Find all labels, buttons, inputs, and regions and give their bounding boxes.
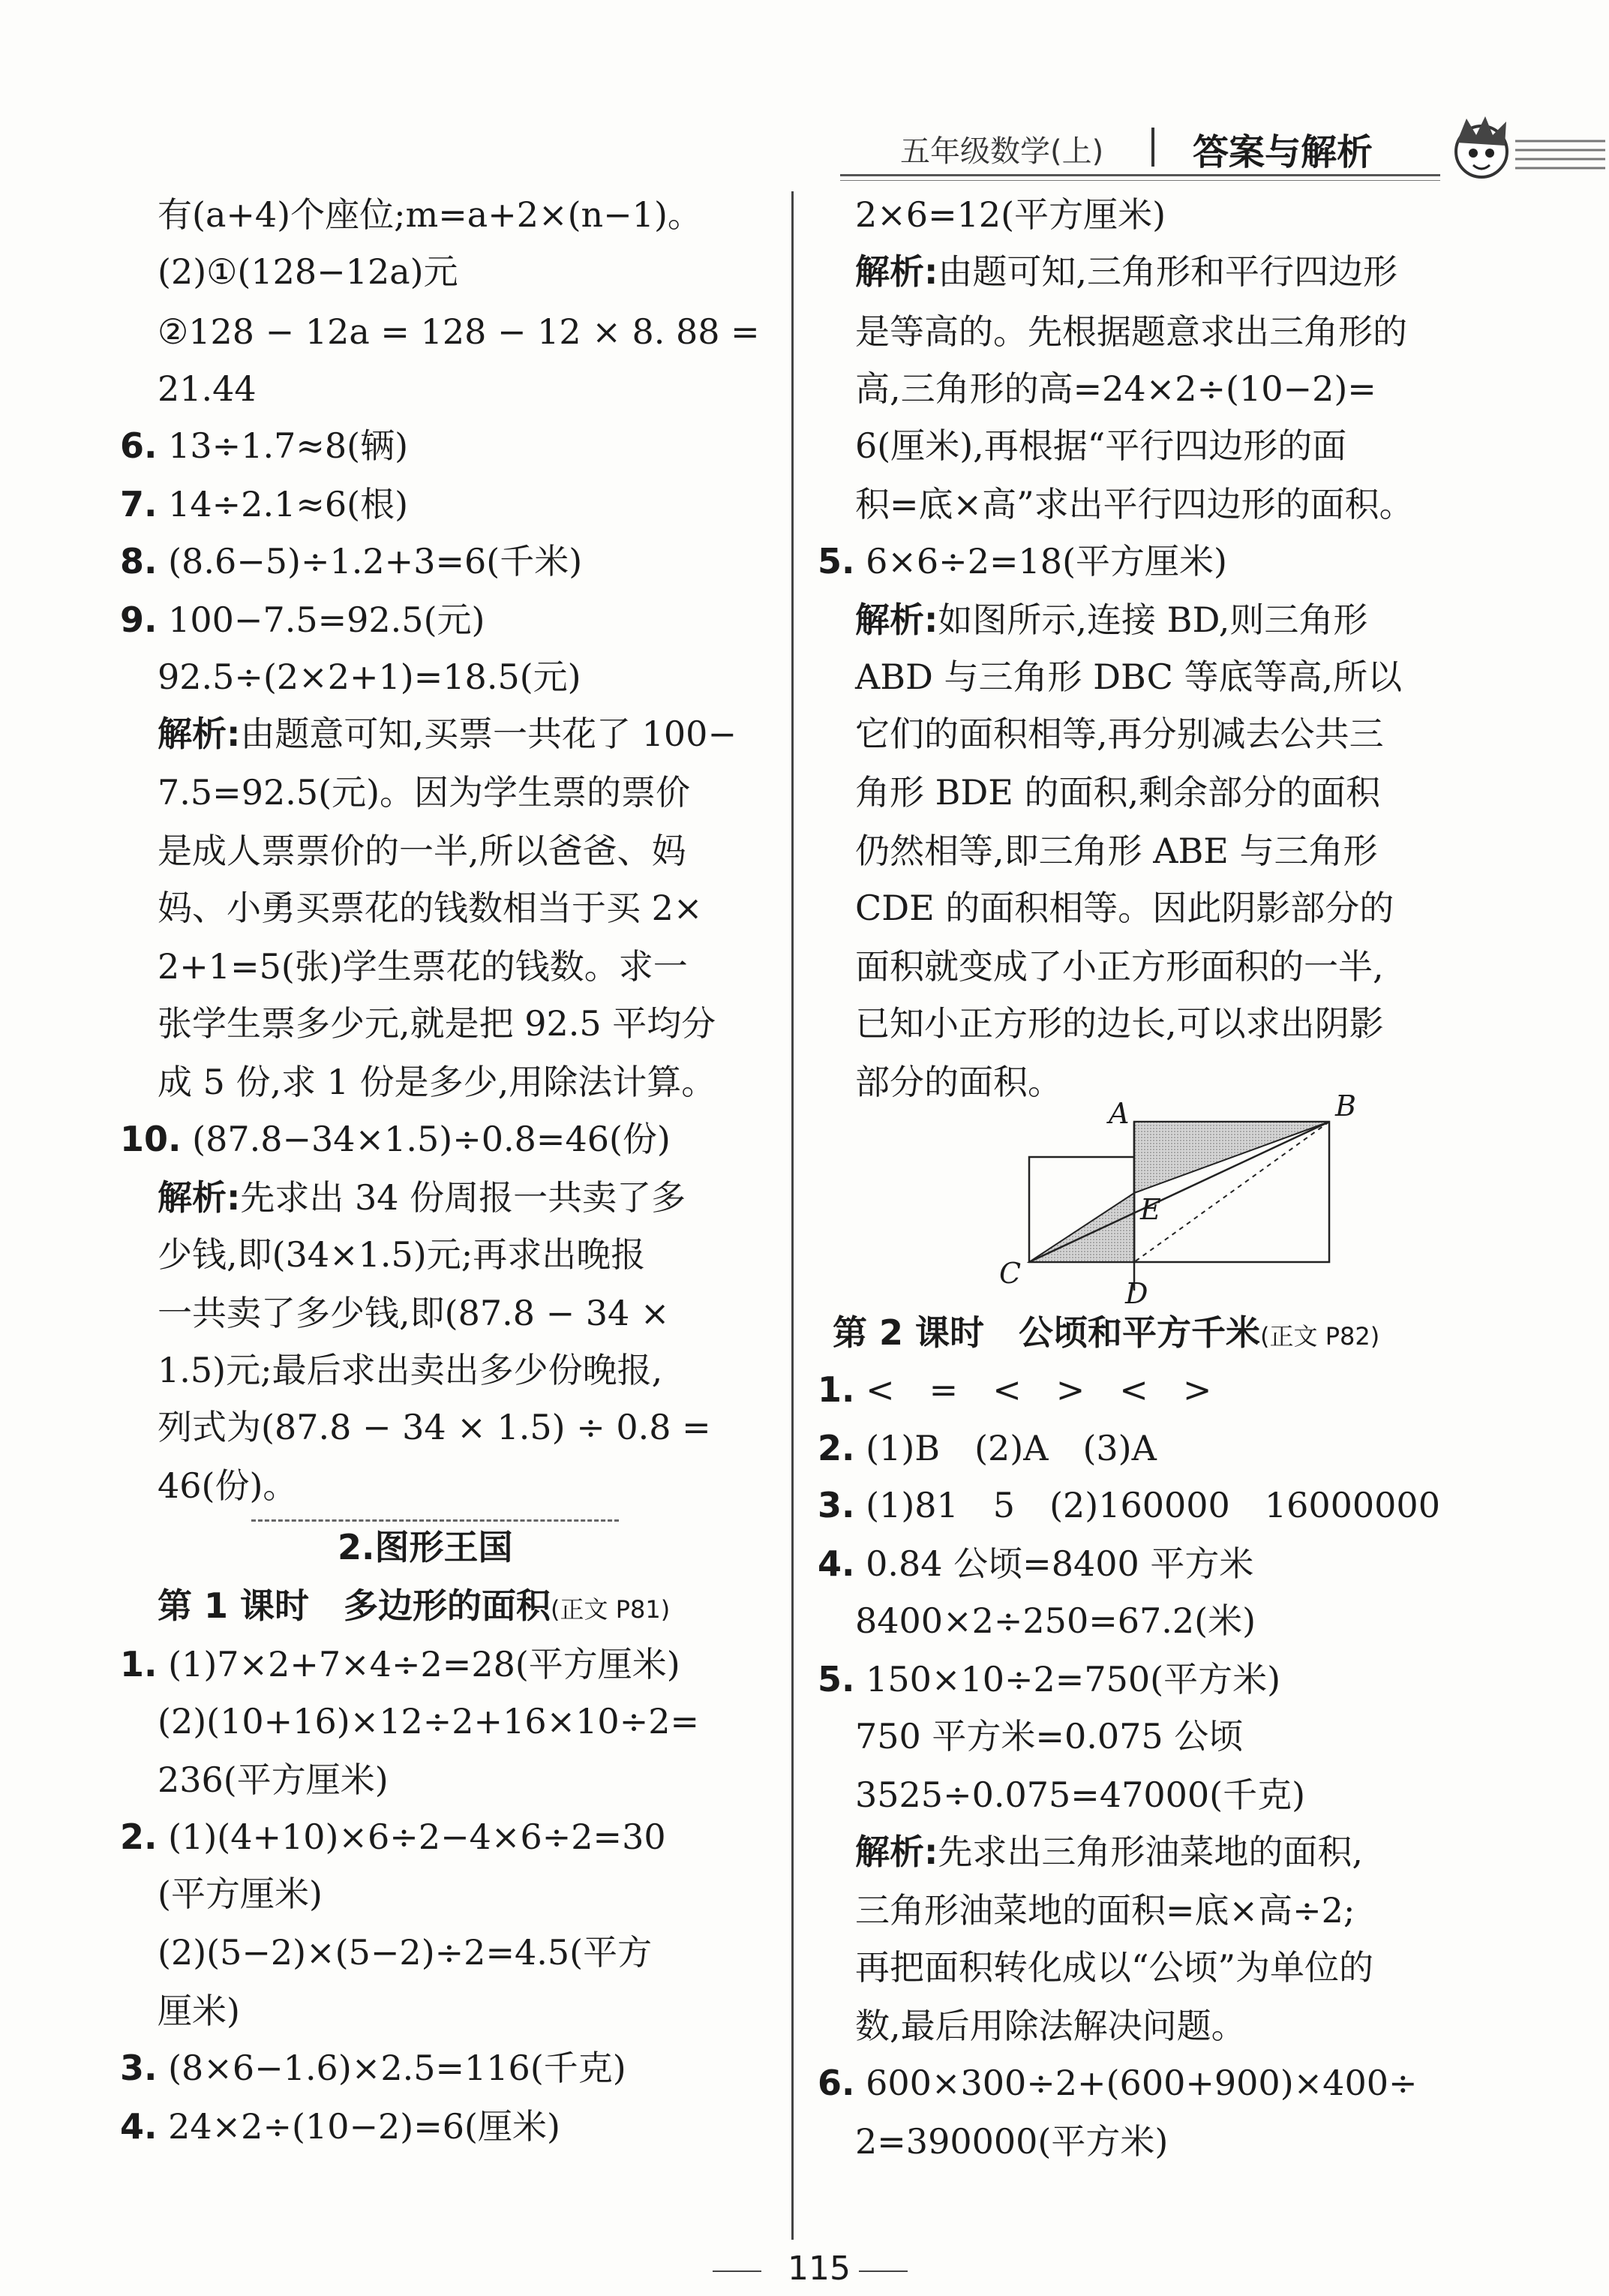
text-line: (2)(5−2)×(5−2)÷2=4.5(平方 [158, 1932, 653, 1973]
text-line: 2×6=12(平方厘米) [855, 194, 1166, 235]
text-line: 高,三角形的高=24×2÷(10−2)= [855, 368, 1376, 409]
text-line: 236(平方厘米) [158, 1760, 389, 1800]
text-line: 2+1=5(张)学生票花的钱数。求一 [158, 946, 688, 987]
text-line: 厘米) [158, 1991, 240, 2031]
text-line: 积=底×高”求出平行四边形的面积。 [855, 484, 1414, 524]
geometry-figure [999, 1089, 1356, 1310]
answer-item: 4. 24×2÷(10−2)=6(厘米) [120, 2106, 560, 2147]
header-rule [840, 174, 1440, 176]
text-line: 它们的面积相等,再分别减去公共三 [855, 714, 1384, 754]
text-line: (2)①(128−12a)元 [158, 251, 458, 292]
analysis-line: 解析:先求出三角形油菜地的面积, [855, 1832, 1364, 1872]
answer-item: 10. (87.8−34×1.5)÷0.8=46(份) [120, 1119, 671, 1159]
page-number: 115 [788, 2249, 851, 2288]
text-line: 部分的面积。 [855, 1062, 1062, 1102]
lesson-title: 第 2 课时 公顷和平方千米(正文 P82) [833, 1312, 1380, 1353]
answer-item: 1. (1)7×2+7×4÷2=28(平方厘米) [120, 1644, 680, 1684]
text-line: CDE 的面积相等。因此阴影部分的 [855, 888, 1394, 928]
mascot-icon [1440, 113, 1523, 188]
answer-item: 2. (1)(4+10)×6÷2−4×6÷2=30 [120, 1817, 666, 1857]
unit-title: 2.图形王国 [338, 1527, 513, 1567]
header-rule-thin [840, 180, 1440, 181]
answer-item: 1. < = < > < > [818, 1369, 1212, 1410]
text-line: 再把面积转化成以“公顷”为单位的 [855, 1947, 1374, 1988]
text-line: 3525÷0.075=47000(千克) [855, 1775, 1306, 1815]
answer-item: 9. 100−7.5=92.5(元) [120, 600, 485, 640]
text-line: (2)(10+16)×12÷2+16×10÷2= [158, 1701, 700, 1742]
text-line: 三角形油菜地的面积=底×高÷2; [855, 1890, 1355, 1931]
text-line: 是等高的。先根据题意求出三角形的 [855, 311, 1407, 352]
text-line: 2=390000(平方米) [855, 2121, 1169, 2162]
text-line: 已知小正方形的边长,可以求出阴影 [855, 1003, 1384, 1044]
text-line: 46(份)。 [158, 1465, 298, 1506]
analysis-line: 解析:如图所示,连接 BD,则三角形 [855, 600, 1368, 640]
point-label-d: D [1125, 1277, 1148, 1310]
column-divider [791, 191, 794, 2240]
text-line: 角形 BDE 的面积,剩余部分的面积 [855, 772, 1381, 813]
text-line: (平方厘米) [158, 1874, 323, 1914]
lesson-title: 第 1 课时 多边形的面积(正文 P81) [158, 1585, 671, 1626]
answer-item: 4. 0.84 公顷=8400 平方米 [818, 1543, 1254, 1584]
section-title: 答案与解析 [1193, 131, 1373, 173]
text-line: 数,最后用除法解决问题。 [855, 2006, 1246, 2046]
answer-item: 2. (1)B (2)A (3)A [818, 1428, 1157, 1468]
book-title: 五年级数学(上) [900, 134, 1104, 169]
text-line: 6(厘米),再根据“平行四边形的面 [855, 425, 1347, 466]
decorative-stripes-icon [1515, 135, 1605, 180]
answer-item: 5. 6×6÷2=18(平方厘米) [818, 541, 1227, 582]
text-line: 有(a+4)个座位;m=a+2×(n−1)。 [158, 194, 702, 235]
point-label-e: E [1140, 1193, 1161, 1226]
text-line: 8400×2÷250=67.2(米) [855, 1600, 1256, 1641]
answer-item: 3. (1)81 5 (2)160000 16000000 [818, 1485, 1440, 1525]
shaded-triangle-cde [1029, 1193, 1134, 1262]
text-line: 妈、小勇买票花的钱数相当于买 2× [158, 888, 703, 928]
header-separator [1151, 128, 1154, 167]
footer-dash [713, 2270, 761, 2272]
page-footer [713, 2249, 908, 2294]
text-line: 750 平方米=0.075 公顷 [855, 1716, 1244, 1757]
answer-item: 6. 13÷1.7≈8(辆) [120, 425, 409, 466]
point-label-a: A [1109, 1097, 1130, 1130]
text-line: 少钱,即(34×1.5)元;再求出晚报 [158, 1234, 646, 1275]
page-header [840, 113, 1515, 188]
answer-item: 8. (8.6−5)÷1.2+3=6(千米) [120, 541, 583, 582]
text-line: 21.44 [158, 368, 257, 409]
answer-item: 3. (8×6−1.6)×2.5=116(千克) [120, 2048, 626, 2088]
text-line: ②128 − 12a = 128 − 12 × 8. 88 = [158, 311, 760, 352]
section-dashed-rule [251, 1519, 619, 1522]
point-label-c: C [999, 1257, 1022, 1290]
answer-item: 6. 600×300÷2+(600+900)×400÷ [818, 2063, 1418, 2103]
text-line: 一共卖了多少钱,即(87.8 − 34 × [158, 1293, 670, 1333]
point-label-b: B [1335, 1089, 1356, 1122]
text-line: 是成人票票价的一半,所以爸爸、妈 [158, 831, 686, 871]
text-line: 1.5)元;最后求出卖出多少份晚报, [158, 1350, 663, 1390]
text-line: 列式为(87.8 − 34 × 1.5) ÷ 0.8 = [158, 1407, 711, 1447]
text-line: 仍然相等,即三角形 ABE 与三角形 [855, 831, 1378, 871]
text-line: 成 5 份,求 1 份是多少,用除法计算。 [158, 1062, 716, 1102]
footer-dash [859, 2270, 908, 2272]
text-line: 7.5=92.5(元)。因为学生票的票价 [158, 772, 691, 813]
text-line: 92.5÷(2×2+1)=18.5(元) [158, 657, 581, 697]
analysis-line: 解析:由题可知,三角形和平行四边形 [855, 251, 1398, 292]
shaded-triangle-abe [1134, 1122, 1329, 1193]
analysis-line: 解析:先求出 34 份周报一共卖了多 [158, 1177, 686, 1218]
answer-item: 5. 150×10÷2=750(平方米) [818, 1659, 1281, 1699]
answer-item: 7. 14÷2.1≈6(根) [120, 484, 409, 524]
analysis-line: 解析:由题意可知,买票一共花了 100− [158, 714, 737, 754]
text-line: ABD 与三角形 DBC 等底等高,所以 [855, 657, 1403, 697]
text-line: 张学生票多少元,就是把 92.5 平均分 [158, 1003, 716, 1044]
figure-drawing [1020, 1103, 1350, 1302]
text-line: 面积就变成了小正方形面积的一半, [855, 946, 1384, 987]
